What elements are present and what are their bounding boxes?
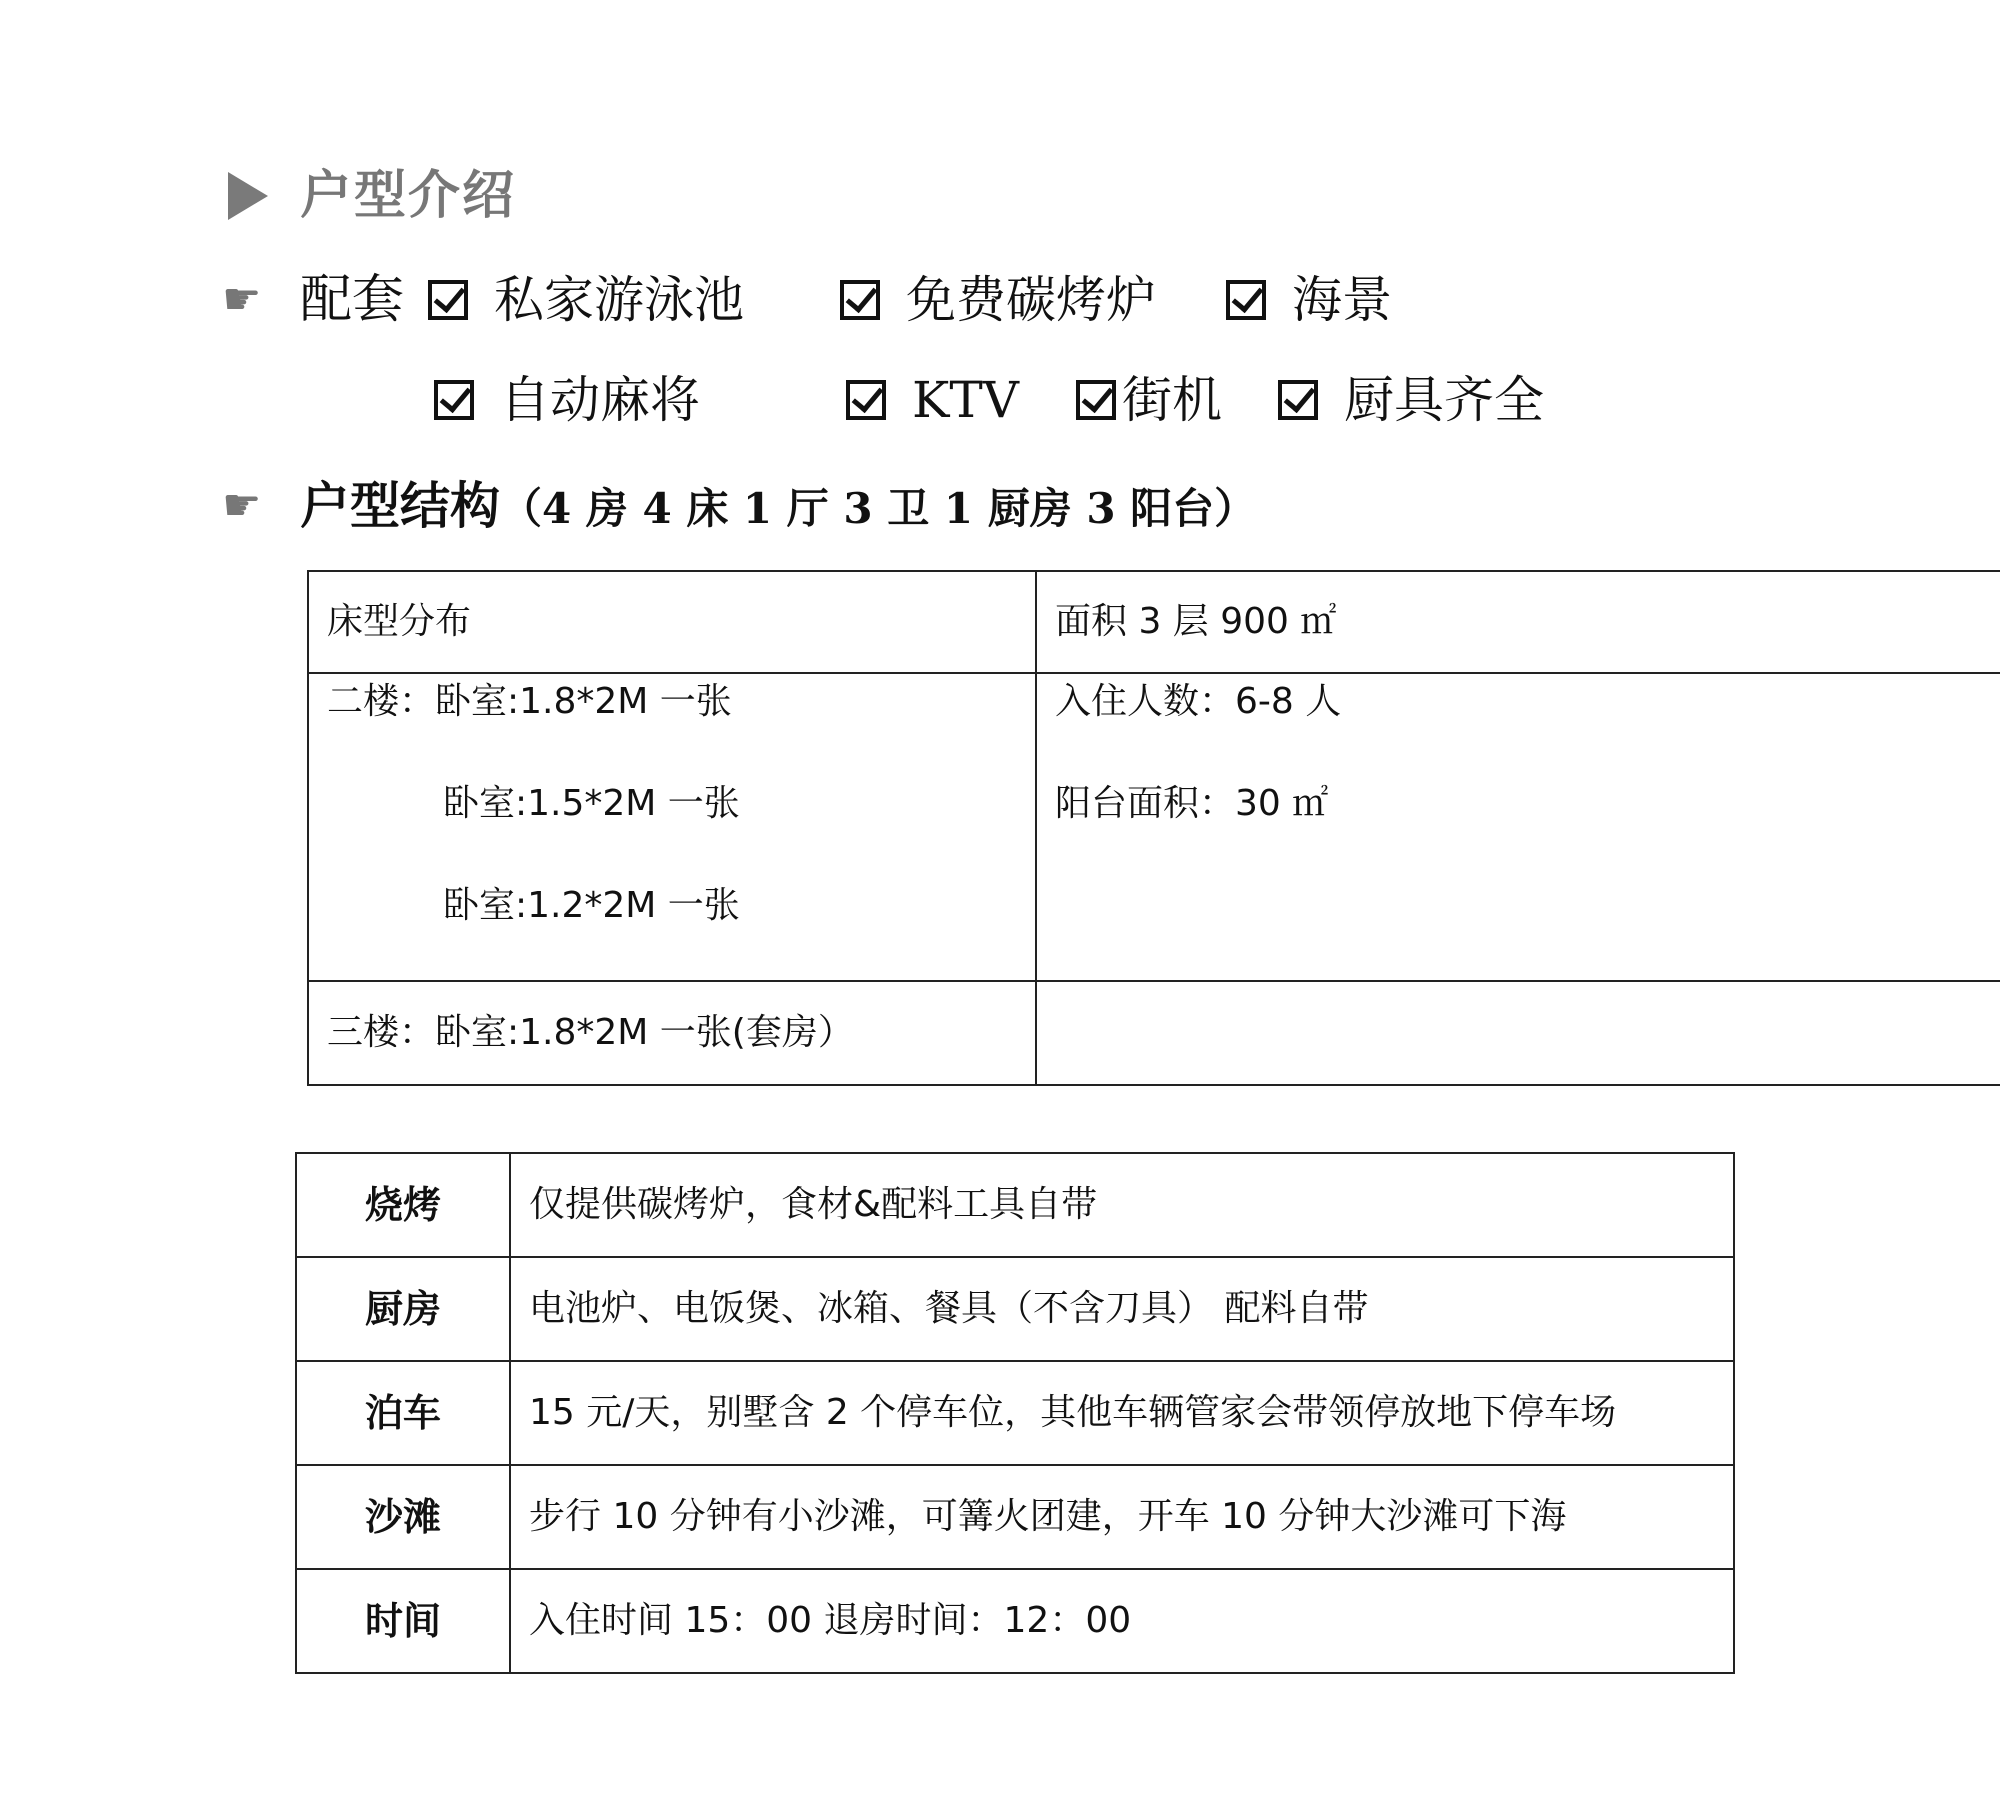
table-row: [296, 1361, 1734, 1465]
amenity-mahjong: [434, 368, 700, 432]
info-value: 15 元/天，别墅含 2 个停车位，其他车辆管家会带领停放地下停车场: [510, 1361, 1734, 1465]
section-arrow-icon: [228, 172, 268, 220]
amenity-label: 私家游泳池: [494, 271, 744, 329]
floor3-cell: 三楼：卧室:1.8*2M 一张(套房）: [308, 981, 1036, 1085]
amenity-label: 街机: [1122, 371, 1222, 429]
floor2-cell: [308, 673, 1036, 981]
structure-heading: [300, 474, 1256, 541]
balcony-area-text: 阳台面积：30 ㎡: [1055, 783, 1329, 824]
amenity-ktv: [846, 368, 1019, 432]
amenity-sea-view: [1226, 268, 1392, 332]
table-row: [296, 1257, 1734, 1361]
info-key: 沙滩: [296, 1465, 510, 1569]
amenity-label: KTV: [912, 371, 1019, 429]
floor2-bed-line: [327, 776, 1017, 832]
bed-distribution-table: [307, 570, 2000, 1086]
info-key: 泊车: [296, 1361, 510, 1465]
info-key: 厨房: [296, 1257, 510, 1361]
floor3-right-cell: [1036, 981, 2000, 1085]
amenity-private-pool: [428, 268, 744, 332]
floor2-prefix: 二楼：: [327, 681, 436, 722]
bed-entry: 卧室:1.8*2M 一张: [435, 681, 732, 722]
amenities-label: 配套: [300, 270, 405, 330]
bed-entry: 卧室:1.2*2M 一张: [443, 885, 740, 926]
table-row: [308, 571, 2000, 673]
info-value: 仅提供碳烤炉，食材&配料工具自带: [510, 1153, 1734, 1257]
occupancy-cell: [1036, 673, 2000, 981]
pointing-hand-icon: ☛: [222, 480, 262, 531]
table-row: [308, 981, 2000, 1085]
checked-box-icon: [1278, 380, 1318, 420]
amenity-label: 自动麻将: [500, 371, 700, 429]
table-row: [296, 1153, 1734, 1257]
bed-entry: 卧室:1.5*2M 一张: [443, 783, 740, 824]
structure-label: 户型结构: [300, 477, 500, 535]
amenity-kitchenware: [1278, 368, 1544, 432]
section-title: 户型介绍: [300, 166, 517, 226]
bed-table-header-left: 床型分布: [308, 571, 1036, 673]
info-value: 步行 10 分钟有小沙滩，可篝火团建，开车 10 分钟大沙滩可下海: [510, 1465, 1734, 1569]
facilities-info-table: [295, 1152, 1735, 1674]
bed-table-header-right: 面积 3 层 900 ㎡: [1036, 571, 2000, 673]
table-row: [296, 1465, 1734, 1569]
amenity-label: 免费碳烤炉: [906, 271, 1156, 329]
amenity-label: 厨具齐全: [1344, 371, 1544, 429]
amenity-label: 海景: [1292, 271, 1392, 329]
checked-box-icon: [840, 280, 880, 320]
floor2-bed-line: [327, 878, 1017, 934]
floor2-bed-line: [327, 674, 1017, 730]
info-key: 烧烤: [296, 1153, 510, 1257]
info-value: 电池炉、电饭煲、冰箱、餐具（不含刀具） 配料自带: [510, 1257, 1734, 1361]
checked-box-icon: [1226, 280, 1266, 320]
table-row: [296, 1569, 1734, 1673]
amenity-free-grill: [840, 268, 1156, 332]
checked-box-icon: [846, 380, 886, 420]
table-row: [308, 673, 2000, 981]
pointing-hand-icon: ☛: [222, 274, 262, 325]
occupancy-text: 入住人数：6-8 人: [1055, 681, 1342, 722]
structure-detail: （4 房 4 床 1 厅 3 卫 1 厨房 3 阳台）: [500, 484, 1257, 533]
amenity-arcade: [1076, 368, 1222, 432]
info-key: 时间: [296, 1569, 510, 1673]
checked-box-icon: [434, 380, 474, 420]
checked-box-icon: [1076, 380, 1116, 420]
checked-box-icon: [428, 280, 468, 320]
info-value: 入住时间 15：00 退房时间：12：00: [510, 1569, 1734, 1673]
